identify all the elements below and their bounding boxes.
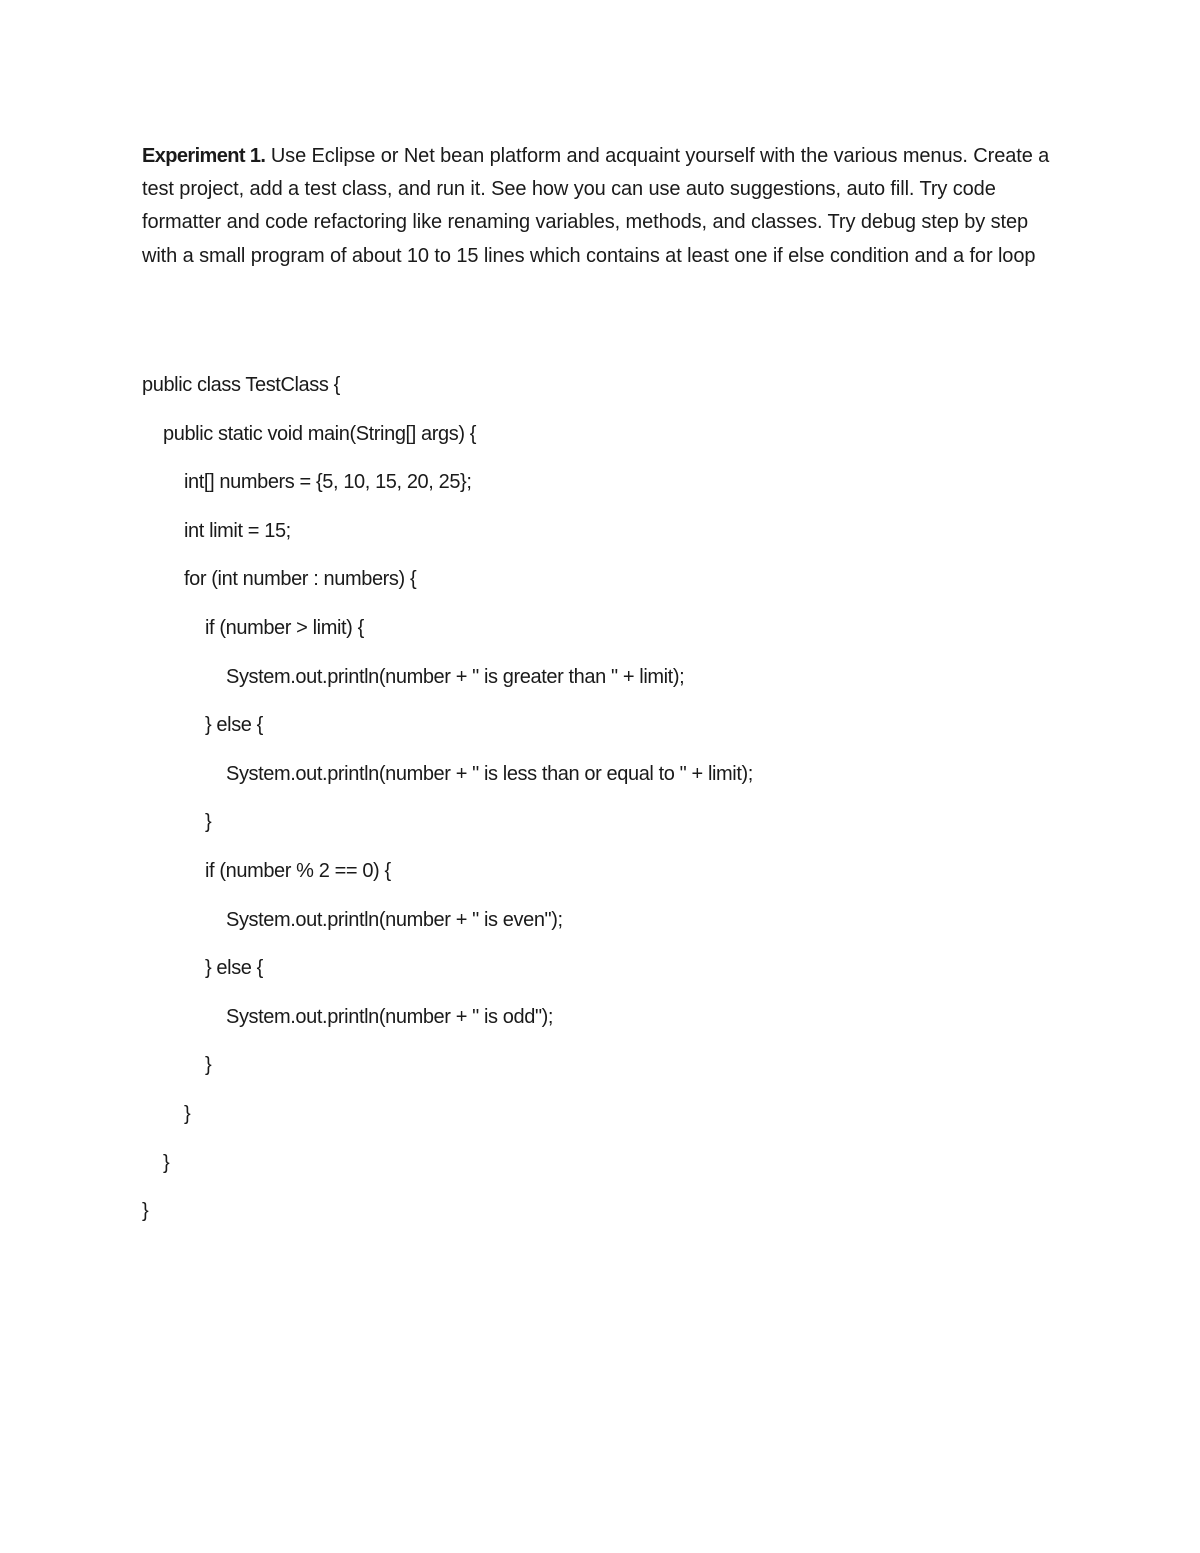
code-line: System.out.println(number + " is odd"); [226, 1005, 554, 1028]
code-line: } [184, 1102, 191, 1125]
code-line: int limit = 15; [184, 519, 291, 542]
code-listing [142, 370, 1042, 1245]
code-line: } [142, 1200, 149, 1223]
code-line: for (int number : numbers) { [184, 568, 417, 591]
code-line: System.out.println(number + " is less than or equal to " + limit); [226, 762, 753, 785]
code-line: public class TestClass { [142, 374, 340, 396]
code-line: } [205, 811, 212, 834]
code-line: if (number > limit) { [205, 616, 364, 639]
experiment-heading: Experiment 1. [142, 145, 266, 167]
code-line: } else { [205, 957, 263, 980]
code-line: System.out.println(number + " is even"); [226, 908, 563, 931]
code-line: } [205, 1054, 212, 1077]
experiment-instructions: Use Eclipse or Net bean platform and acquaint yourself with the various menus. Create a test project, add a test class, and run it. See how you can use auto suggestions, auto fill. Try code formatter and code refactoring like renaming variables, methods, and classes. Try debug step by step with a small program of about 10 to 15 lines which contains at least one if else condition and a for loop [142, 145, 1050, 267]
code-line: } else { [205, 714, 263, 737]
code-line: if (number % 2 == 0) { [205, 859, 391, 882]
code-line: } [163, 1151, 170, 1174]
code-line: int[] numbers = {5, 10, 15, 20, 25}; [184, 471, 472, 494]
code-line: System.out.println(number + " is greater than " + limit); [226, 665, 685, 688]
code-line: public static void main(String[] args) { [163, 422, 477, 445]
experiment-description [142, 140, 1062, 273]
